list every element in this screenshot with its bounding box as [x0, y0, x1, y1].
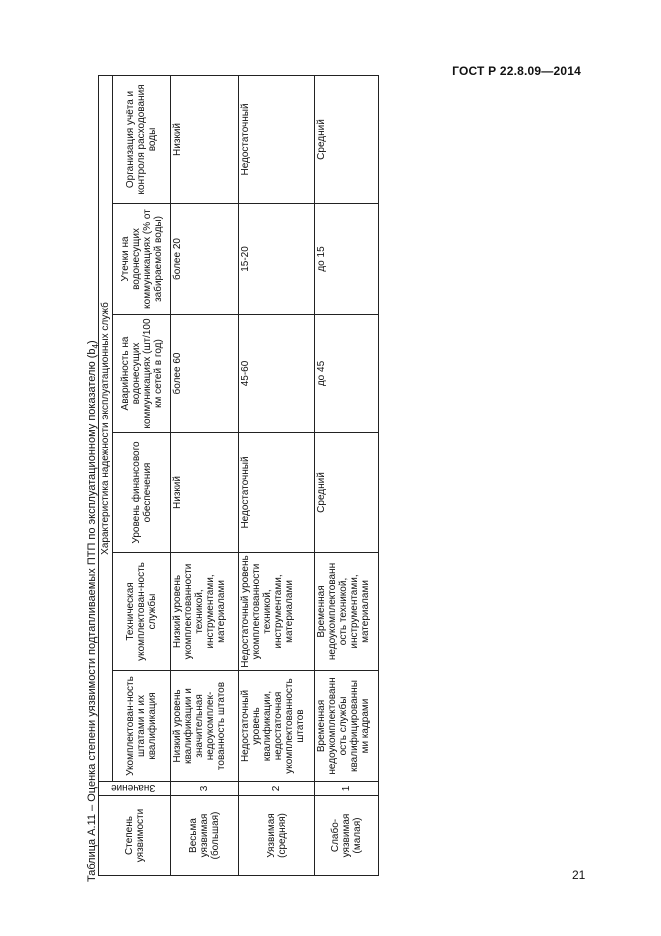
header-accidents: Аварийность на водонесущих коммуникациях (шт/100 км сетей в год) [113, 315, 171, 433]
cell-org: Низкий [171, 75, 239, 203]
cell-staff: Низкий уровень квалификации и значительная недоукомплек-тованность штатов [171, 671, 239, 782]
page-number: 21 [572, 868, 586, 882]
table-row [239, 75, 315, 875]
cell-finance: Средний [315, 433, 379, 553]
header-org: Организация учёта и контроля расходования воды [113, 75, 171, 203]
header-group: Характеристика надежности эксплуатационных служб [99, 75, 113, 781]
header-tech: Техническая укомплектован-ность службы [113, 553, 171, 671]
vulnerability-table [98, 75, 379, 876]
cell-accidents: 45-60 [239, 315, 315, 433]
cell-degree: Уязвимая (средняя) [239, 796, 315, 876]
cell-finance: Низкий [171, 433, 239, 553]
cell-staff: Недостаточный уровень квалификации, недостаточная укомплектованность штатов [239, 671, 315, 782]
cell-leaks: более 20 [171, 204, 239, 315]
cell-staff: Временная недоукомплектованн ость службы квалифицированны ми кадрами [315, 671, 379, 782]
cell-accidents: более 60 [171, 315, 239, 433]
cell-value: 2 [239, 782, 315, 796]
caption-subscript: 4 [91, 344, 101, 349]
cell-value: 1 [315, 782, 379, 796]
header-staff: Укомплектован-ность штатами и их квалификация [113, 671, 171, 782]
caption-suffix: ) [86, 340, 98, 344]
cell-tech: Низкий уровень укомплектованности техникой, инструментами, материалами [171, 553, 239, 671]
header-value-label: Значение [110, 782, 156, 793]
rotated-table-block [86, 84, 372, 884]
cell-leaks: 15-20 [239, 204, 315, 315]
standard-header: ГОСТ Р 22.8.09—2014 [452, 64, 581, 78]
cell-degree: Весьма уязвимая (большая) [171, 796, 239, 876]
header-leaks: Утечки на водонесущих коммуникациях (% от забираемой воды) [113, 204, 171, 315]
cell-org: Средний [315, 75, 379, 203]
table-row [171, 75, 239, 875]
cell-value: 3 [171, 782, 239, 796]
header-degree: Степень уязвимости [99, 796, 171, 876]
cell-degree: Слабо-уязвимая (малая) [315, 796, 379, 876]
header-finance: Уровень финансового обеспечения [113, 433, 171, 553]
caption-text: Таблица А.11 – Оценка степени уязвимости подтапливаемых ПТП по эксплуатационному показателю (b [86, 348, 98, 882]
cell-leaks: до 15 [315, 204, 379, 315]
cell-org: Недостаточный [239, 75, 315, 203]
cell-tech: Временная недоукомплектованн ость техникой, инструментами, материалами [315, 553, 379, 671]
table-caption [86, 340, 101, 882]
table-row [315, 75, 379, 875]
cell-accidents: до 45 [315, 315, 379, 433]
cell-tech: Недостаточный уровень укомплектованности техникой, инструментами, материалами [239, 553, 315, 671]
cell-finance: Недостаточный [239, 433, 315, 553]
header-value [99, 782, 171, 796]
